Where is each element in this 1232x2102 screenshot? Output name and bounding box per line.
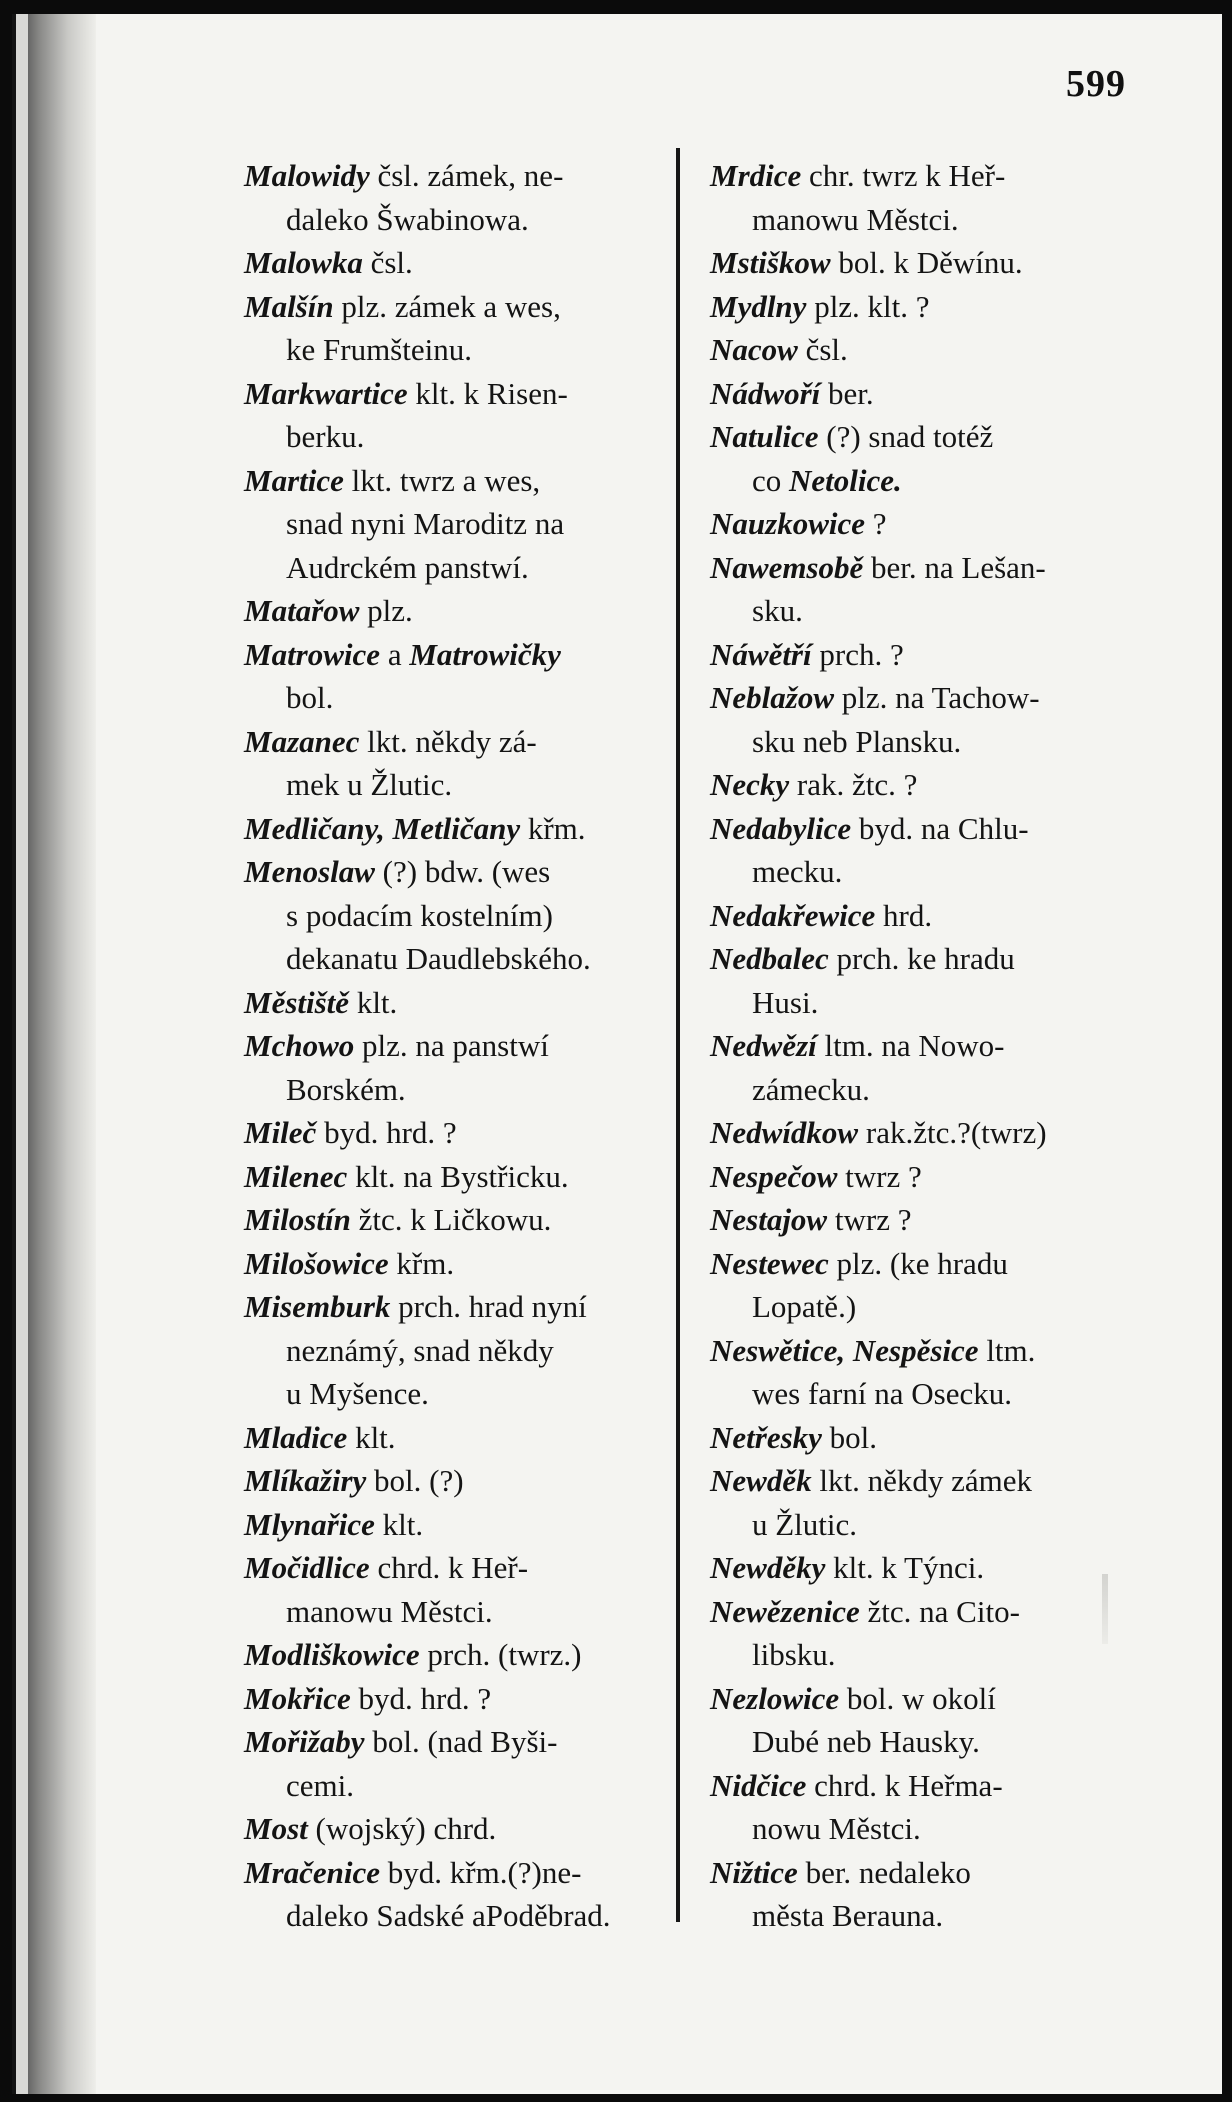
- entry-text: ber. na Lešan-: [863, 549, 1046, 585]
- entry-headword: Mořižaby: [244, 1724, 365, 1759]
- dictionary-entry: [710, 1459, 1138, 1546]
- entry-first-line: [244, 1159, 569, 1194]
- entry-headword: Mlíkažiry: [244, 1463, 367, 1498]
- entry-headword: Mazanec: [244, 723, 360, 759]
- page-number: 599: [1066, 63, 1126, 105]
- entry-headword: Nedabylice: [710, 810, 852, 846]
- entry-continuation-line: [710, 1807, 1138, 1851]
- entry-headword: Nawemsobě: [710, 549, 864, 585]
- entry-headword: Markwartice: [244, 375, 408, 411]
- entry-first-line: [710, 1246, 1008, 1281]
- dictionary-entry: [710, 1677, 1138, 1764]
- entry-text: klt.: [374, 1506, 424, 1542]
- entry-text: manowu Městci.: [752, 201, 959, 237]
- entry-continuation-line: [244, 676, 662, 720]
- dictionary-entry: [710, 1198, 1138, 1242]
- entry-first-line: [244, 1289, 587, 1324]
- dictionary-entry: [244, 372, 662, 459]
- column-divider: [676, 148, 680, 1922]
- entry-continuation-line: [244, 1329, 662, 1373]
- entry-text: berku.: [286, 419, 365, 454]
- dictionary-entry: [710, 415, 1138, 502]
- book-page: [12, 14, 1222, 2094]
- entry-headword: Milostín: [244, 1202, 351, 1237]
- entry-headword: Matrowičky: [409, 636, 561, 672]
- entry-first-line: [244, 1811, 496, 1846]
- entry-headword: Nacow: [710, 332, 798, 367]
- dictionary-entry: [244, 154, 662, 241]
- entry-first-line: [244, 1202, 551, 1237]
- dictionary-entry: [244, 1851, 662, 1938]
- entry-first-line: [710, 419, 993, 454]
- entry-text: křm.: [520, 810, 586, 846]
- entry-headword: Milenec: [244, 1158, 348, 1194]
- dictionary-entry: [244, 589, 662, 633]
- entry-headword: Medličany,: [244, 810, 385, 846]
- entry-text: ber. nedaleko: [797, 1854, 971, 1890]
- dictionary-entry: [244, 1459, 662, 1503]
- entry-text: daleko Sadské aPoděbrad.: [286, 1898, 611, 1933]
- entry-text: prch. ke hradu: [828, 941, 1015, 976]
- entry-first-line: [244, 1550, 528, 1585]
- entry-text: rak. žtc. ?: [789, 767, 918, 802]
- entry-first-line: [244, 1028, 549, 1063]
- entry-first-line: [244, 637, 561, 672]
- entry-text: sku.: [752, 593, 803, 628]
- entry-continuation-line: [710, 720, 1138, 764]
- entry-headword: Mchowo: [244, 1028, 355, 1063]
- entry-first-line: [710, 1681, 996, 1716]
- entry-first-line: [710, 1855, 971, 1890]
- entry-continuation-line: [244, 502, 662, 546]
- entry-first-line: [710, 332, 848, 367]
- entry-text: s podacím kostelním): [286, 897, 553, 933]
- entry-first-line: [244, 1507, 423, 1542]
- entry-headword: Nedbalec: [710, 941, 829, 976]
- dictionary-entry: [244, 1024, 662, 1111]
- entry-text: klt. na Bystřicku.: [347, 1158, 569, 1194]
- entry-text: křm.: [388, 1245, 455, 1281]
- entry-text: lkt. twrz a wes,: [343, 462, 541, 498]
- entry-first-line: [244, 811, 586, 846]
- entry-headword: Necky: [710, 767, 790, 802]
- entry-text: ?: [865, 506, 887, 541]
- left-column: [244, 154, 662, 1938]
- entry-first-line: [244, 1420, 396, 1455]
- entry-headword: Matařow: [244, 593, 360, 628]
- entry-text: prch. hrad nyní: [390, 1289, 587, 1324]
- dictionary-entry: [710, 1024, 1138, 1111]
- entry-text: zámecku.: [752, 1071, 870, 1107]
- entry-text: ltm. na Nowo-: [816, 1028, 1005, 1063]
- dictionary-entry: [710, 154, 1138, 241]
- entry-continuation-line: [244, 937, 662, 981]
- dictionary-entry: [710, 502, 1138, 546]
- entry-text: dekanatu Daudlebského.: [286, 941, 591, 976]
- entry-text: (?) snad totéž: [818, 419, 994, 454]
- entry-headword: Newděk: [710, 1463, 812, 1498]
- dictionary-entry: [710, 328, 1138, 372]
- entry-first-line: [244, 245, 413, 280]
- entry-first-line: [710, 245, 1023, 280]
- entry-continuation-line: [710, 850, 1138, 894]
- entry-first-line: [244, 289, 561, 324]
- entry-text: čsl.: [362, 245, 413, 280]
- entry-text: nowu Městci.: [752, 1811, 921, 1846]
- entry-headword: Metličany: [392, 810, 521, 846]
- entry-text: (wojský) chrd.: [307, 1811, 497, 1846]
- entry-text: Husi.: [752, 984, 819, 1020]
- entry-continuation-line: [244, 328, 662, 372]
- dictionary-entry: [710, 1329, 1138, 1416]
- entry-text: klt. k Týnci.: [825, 1550, 985, 1585]
- entry-text: daleko Šwabinowa.: [286, 201, 529, 237]
- entry-text: ke Frumšteinu.: [286, 332, 472, 367]
- entry-text: prch. ?: [811, 636, 904, 672]
- entry-first-line: [710, 376, 874, 411]
- entry-text: byd. hrd. ?: [350, 1680, 492, 1716]
- dictionary-entry: [710, 633, 1138, 677]
- entry-text: plz. na panstwí: [354, 1028, 549, 1063]
- dictionary-entry: [244, 807, 662, 851]
- entry-first-line: [710, 811, 1029, 846]
- entry-text: Borském.: [286, 1071, 406, 1107]
- entry-first-line: [244, 1681, 491, 1716]
- entry-first-line: [710, 898, 932, 933]
- dictionary-entry: [710, 763, 1138, 807]
- entry-first-line: [710, 637, 904, 672]
- entry-first-line: [710, 289, 930, 324]
- dictionary-entry: [244, 1720, 662, 1807]
- entry-headword: Mileč: [244, 1115, 317, 1150]
- entry-continuation-line: [244, 763, 662, 807]
- entry-headword: Městiště: [244, 984, 350, 1020]
- dictionary-entry: [244, 1503, 662, 1547]
- page-edge: [16, 14, 28, 2094]
- paper-crease: [1102, 1574, 1108, 1644]
- entry-first-line: [710, 767, 917, 802]
- entry-text: mek u Žlutic.: [286, 767, 453, 802]
- entry-text: plz. na Tachow-: [834, 680, 1040, 715]
- entry-first-line: [244, 376, 568, 411]
- entry-headword: Malowka: [244, 245, 363, 280]
- dictionary-entry: [710, 372, 1138, 416]
- entry-text: libsku.: [752, 1637, 836, 1672]
- entry-headword: Neswětice,: [710, 1332, 846, 1368]
- entry-continuation-line: [244, 415, 662, 459]
- entry-text: bol. (nad Byši-: [364, 1724, 558, 1759]
- entry-headword: Nespečow: [710, 1158, 838, 1194]
- entry-text: lkt. někdy zá-: [359, 723, 537, 759]
- entry-text: wes farní na Osecku.: [752, 1376, 1012, 1411]
- entry-text: rak.žtc.?(twrz): [858, 1115, 1047, 1150]
- entry-text: mecku.: [752, 854, 843, 889]
- right-column: [710, 154, 1138, 1938]
- binding-gutter: [16, 14, 96, 2094]
- entry-headword: Mlynařice: [244, 1506, 375, 1542]
- dictionary-entry: [710, 546, 1138, 633]
- entry-continuation-line: [710, 1720, 1138, 1764]
- entry-text: města Berauna.: [752, 1898, 944, 1933]
- entry-continuation-line: [244, 1068, 662, 1112]
- entry-first-line: [710, 1594, 1020, 1629]
- entry-headword: Newězenice: [710, 1593, 860, 1629]
- entry-text: (?) bdw. (wes: [374, 854, 551, 889]
- entry-first-line: [710, 1768, 1003, 1803]
- dictionary-entry: [244, 1677, 662, 1721]
- entry-first-line: [244, 1115, 457, 1150]
- entry-headword: Matrowice: [244, 636, 381, 672]
- entry-headword: Mrdice: [710, 158, 802, 193]
- dictionary-entry: [710, 1590, 1138, 1677]
- entry-text: plz. zámek a wes,: [333, 288, 561, 324]
- dictionary-entry: [710, 1111, 1138, 1155]
- entry-first-line: [710, 1463, 1032, 1498]
- entry-headword: Nádwoří: [710, 375, 821, 411]
- entry-continuation-line: [244, 198, 662, 242]
- entry-text: twrz ?: [837, 1158, 922, 1194]
- entry-continuation-line: [710, 198, 1138, 242]
- entry-text: žtc. k Ličkowu.: [350, 1202, 552, 1237]
- entry-first-line: [710, 1202, 911, 1237]
- entry-headword: Nedwězí: [710, 1028, 817, 1063]
- dictionary-entry: [244, 459, 662, 590]
- entry-first-line: [244, 985, 397, 1020]
- dictionary-entry: [710, 285, 1138, 329]
- entry-text: chrd. k Heř-: [369, 1550, 529, 1585]
- dictionary-entry: [710, 1242, 1138, 1329]
- entry-first-line: [244, 724, 537, 759]
- dictionary-entry: [244, 633, 662, 720]
- entry-text: [385, 811, 393, 846]
- dictionary-entry: [710, 807, 1138, 894]
- entry-text: snad nyni Maroditz na: [286, 506, 565, 541]
- entry-headword: Nižtice: [710, 1854, 798, 1890]
- entry-headword: Menoslaw: [244, 854, 375, 889]
- dictionary-entry: [710, 1155, 1138, 1199]
- entry-continuation-line: [710, 589, 1138, 633]
- entry-text: klt. k Risen-: [407, 375, 568, 411]
- entry-headword: Netolice.: [789, 462, 902, 498]
- entry-text: plz. (ke hradu: [828, 1245, 1008, 1281]
- entry-first-line: [710, 550, 1046, 585]
- dictionary-entry: [244, 241, 662, 285]
- dictionary-entry: [710, 894, 1138, 938]
- entry-headword: Malšín: [244, 288, 334, 324]
- entry-text: neznámý, snad někdy: [286, 1332, 554, 1368]
- entry-first-line: [244, 1246, 454, 1281]
- entry-continuation-line: [710, 1285, 1138, 1329]
- entry-text: byd. na Chlu-: [851, 810, 1029, 846]
- entry-headword: Nauzkowice: [710, 506, 865, 541]
- entry-headword: Náwětří: [710, 636, 812, 672]
- entry-first-line: [710, 1028, 1004, 1063]
- entry-first-line: [244, 1724, 557, 1759]
- entry-headword: Martice: [244, 462, 344, 498]
- entry-text: klt.: [349, 984, 398, 1020]
- dictionary-entry: [244, 1285, 662, 1416]
- dictionary-entry: [244, 1416, 662, 1460]
- entry-continuation-line: [710, 1068, 1138, 1112]
- entry-continuation-line: [710, 459, 1138, 503]
- dictionary-entry: [710, 1546, 1138, 1590]
- dictionary-entry: [244, 720, 662, 807]
- entry-text: bol.: [821, 1419, 878, 1455]
- entry-headword: Mladice: [244, 1419, 348, 1455]
- entry-text: plz. klt. ?: [806, 288, 930, 324]
- dictionary-entry: [244, 1546, 662, 1633]
- entry-continuation-line: [710, 1894, 1138, 1938]
- entry-headword: Nestajow: [710, 1202, 828, 1237]
- entry-headword: Nidčice: [710, 1767, 807, 1803]
- dictionary-entry: [710, 1764, 1138, 1851]
- entry-text: Dubé neb Hausky.: [752, 1724, 980, 1759]
- entry-first-line: [710, 1550, 984, 1585]
- entry-first-line: [710, 506, 887, 541]
- dictionary-entry: [244, 981, 662, 1025]
- entry-continuation-line: [710, 1372, 1138, 1416]
- dictionary-entry: [244, 285, 662, 372]
- entry-first-line: [710, 158, 1005, 193]
- entry-text: bol. (?): [366, 1463, 464, 1498]
- entry-first-line: [710, 1333, 1035, 1368]
- entry-text: ltm.: [978, 1332, 1036, 1368]
- entry-first-line: [244, 593, 413, 628]
- entry-text: plz.: [359, 593, 413, 628]
- entry-first-line: [244, 1855, 581, 1890]
- entry-headword: Nedakřewice: [710, 897, 876, 933]
- entry-text: sku neb Plansku.: [752, 723, 962, 759]
- dictionary-entry: [710, 937, 1138, 1024]
- entry-continuation-line: [244, 894, 662, 938]
- entry-headword: Mokřice: [244, 1680, 351, 1716]
- entry-headword: Misemburk: [244, 1289, 391, 1324]
- dictionary-entry: [244, 1198, 662, 1242]
- entry-text: čsl.: [797, 332, 848, 367]
- entry-headword: Mračenice: [244, 1854, 381, 1890]
- entry-text: Lopatě.): [752, 1289, 857, 1324]
- dictionary-entry: [244, 1111, 662, 1155]
- entry-headword: Nestewec: [710, 1245, 829, 1281]
- entry-headword: Nezlowice: [710, 1680, 840, 1716]
- dictionary-entry: [710, 241, 1138, 285]
- entry-text: chr. twrz k Heř-: [801, 158, 1006, 193]
- entry-headword: Nespěsice: [852, 1332, 979, 1368]
- entry-text: twrz ?: [827, 1202, 912, 1237]
- entry-first-line: [244, 1637, 581, 1672]
- entry-headword: Malowidy: [244, 158, 370, 193]
- entry-text: byd. hrd. ?: [316, 1115, 457, 1150]
- entry-text: chrd. k Heřma-: [806, 1767, 1003, 1803]
- entry-continuation-line: [710, 981, 1138, 1025]
- entry-text: lkt. někdy zámek: [811, 1463, 1032, 1498]
- entry-text: a: [380, 636, 410, 672]
- entry-text: cemi.: [286, 1767, 354, 1803]
- entry-first-line: [710, 941, 1015, 976]
- entry-text: čsl. zámek, ne-: [369, 158, 564, 193]
- entry-continuation-line: [244, 1894, 662, 1938]
- dictionary-entry: [710, 1851, 1138, 1938]
- entry-headword: Newděky: [710, 1550, 826, 1585]
- entry-continuation-line: [710, 1633, 1138, 1677]
- entry-headword: Netřesky: [710, 1419, 822, 1455]
- entry-continuation-line: [244, 1372, 662, 1416]
- entry-first-line: [244, 158, 563, 193]
- entry-first-line: [710, 1115, 1047, 1150]
- entry-text: žtc. na Cito-: [859, 1593, 1020, 1629]
- dictionary-entry: [710, 1416, 1138, 1460]
- entry-continuation-line: [244, 1590, 662, 1634]
- entry-headword: Močidlice: [244, 1550, 370, 1585]
- entry-continuation-line: [710, 1503, 1138, 1547]
- entry-headword: Natulice: [710, 419, 819, 454]
- entry-text: u Myšence.: [286, 1376, 429, 1411]
- entry-headword: Nedwídkow: [710, 1115, 859, 1150]
- entry-first-line: [710, 680, 1040, 715]
- entry-headword: Mydlny: [710, 288, 807, 324]
- entry-first-line: [710, 1420, 877, 1455]
- entry-headword: Milošowice: [244, 1245, 389, 1281]
- dictionary-entry: [244, 1633, 662, 1677]
- dictionary-entry: [244, 1242, 662, 1286]
- entry-continuation-line: [244, 1764, 662, 1808]
- entry-text: ber.: [820, 375, 874, 411]
- entry-text: byd. křm.(?)ne-: [380, 1854, 582, 1890]
- entry-first-line: [244, 1463, 464, 1498]
- entry-text: [845, 1333, 853, 1368]
- entry-text: Audrckém panstwí.: [286, 549, 529, 585]
- dictionary-entry: [244, 1807, 662, 1851]
- entry-text: prch. (twrz.): [419, 1637, 582, 1672]
- entry-headword: Neblažow: [710, 680, 834, 715]
- entry-text: co: [752, 462, 790, 498]
- entry-continuation-line: [244, 546, 662, 590]
- entry-text: manowu Městci.: [286, 1593, 493, 1629]
- dictionary-entry: [710, 676, 1138, 763]
- entry-text: bol. w okolí: [839, 1680, 996, 1716]
- entry-first-line: [244, 463, 540, 498]
- entry-headword: Most: [244, 1811, 308, 1846]
- entry-first-line: [244, 854, 550, 889]
- entry-text: klt.: [347, 1419, 396, 1455]
- entry-first-line: [710, 1159, 922, 1194]
- entry-headword: Modliškowice: [244, 1637, 420, 1672]
- dictionary-entry: [244, 1155, 662, 1199]
- entry-text: bol.: [286, 680, 334, 715]
- entry-text: u Žlutic.: [752, 1506, 858, 1542]
- dictionary-entry: [244, 850, 662, 981]
- entry-headword: Mstiškow: [710, 245, 831, 280]
- entry-text: bol. k Děwínu.: [830, 245, 1023, 280]
- entry-text: hrd.: [875, 897, 933, 933]
